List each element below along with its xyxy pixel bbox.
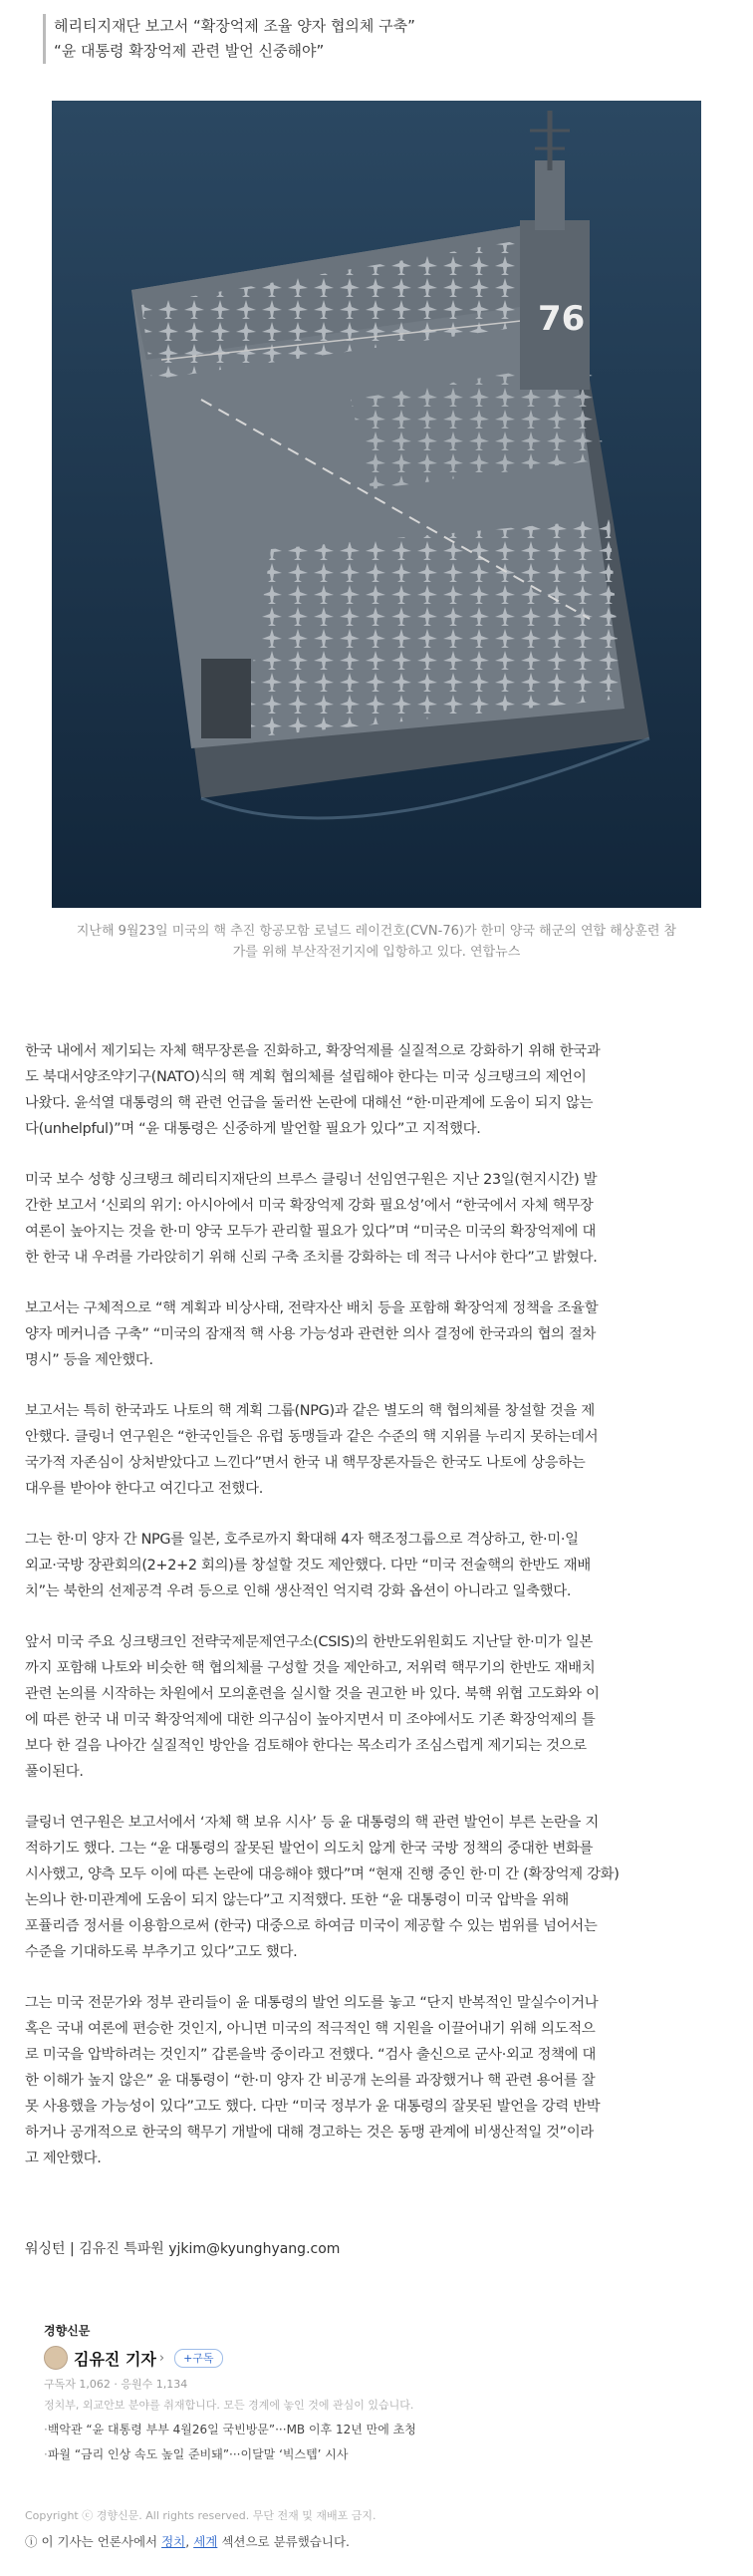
related-article-link[interactable]: · 파월 “금리 인상 속도 높일 준비돼”···이달말 ‘빅스텝’ 시사	[44, 2445, 602, 2462]
paragraph-line: 그는 한·미 양자 간 NPG를 일본, 호주로까지 확대해 4자 핵조정그룹으로 격상하고, 한·미·일	[25, 1532, 579, 1548]
notice-separator: ,	[185, 2534, 194, 2549]
paragraph-line: 국가적 자존심이 상처받았다고 느낀다”면서 한국 내 핵무장론자들은 한국도 나토에 상응하는	[25, 1455, 586, 1471]
paragraph-line: 간한 보고서 ‘신뢰의 위기: 아시아에서 미국 확장억제 강화 필요성’에서 “한국에서 자체 핵무장	[25, 1198, 594, 1214]
paragraph-line: 포퓰리즘 정서를 이용함으로써 (한국) 대중으로 하여금 미국이 제공할 수 있는 범위를 넘어서는	[25, 1918, 598, 1934]
paragraph-line: 다(unhelpful)”며 “윤 대통령은 신중하게 발언할 필요가 있다”고 지적했다.	[25, 1121, 481, 1137]
article-paragraph	[25, 1398, 728, 1502]
paragraph-line: 외교·국방 장관회의(2+2+2 회의)를 창설할 것도 제안했다. 다만 “미국 전술핵의 한반도 재배	[25, 1558, 592, 1574]
paragraph-line: 명시” 등을 제안했다.	[25, 1352, 153, 1368]
paragraph-line: 나왔다. 윤석열 대통령의 핵 관련 언급을 둘러싼 논란에 대해선 “한·미관계에 도움이 되지 않는	[25, 1095, 594, 1111]
byline: 워싱턴 | 김유진 특파원 yjkim@kyunghyang.com	[25, 2241, 341, 2257]
subheading: “윤 대통령 확장억제 관련 발언 신중해야”	[54, 42, 325, 60]
reporter-row	[44, 2345, 602, 2371]
paragraph-line: 클링너 연구원은 보고서에서 ‘자체 핵 보유 시사’ 등 윤 대통령의 핵 관련 발언이 부른 논란을 지	[25, 1815, 599, 1831]
paragraph-line: 시사했고, 양측 모두 이에 따른 논란에 대응해야 했다”며 “현재 진행 중인 한·미 간 (확장억제 강화)	[25, 1866, 620, 1882]
paragraph-line: 까지 포함해 나토와 비슷한 핵 협의체를 구성할 것을 제안하고, 저위력 핵무기의 한반도 재배치	[25, 1660, 596, 1676]
section-notice	[25, 2532, 350, 2550]
paragraph-line: 한 이해가 높지 않은” 윤 대통령이 “한·미 양자 간 비공개 논의를 과장했거나 핵 관련 용어를 잘	[25, 2073, 596, 2089]
paragraph-line: 수준을 기대하도록 부추기고 있다”고도 했다.	[25, 1944, 298, 1960]
photo-caption	[40, 921, 713, 963]
paragraph-line: 관련 논의를 시작하는 차원에서 모의훈련을 실시할 것을 권고한 바 있다. 북핵 위협 고도화와 이	[25, 1686, 600, 1702]
article-paragraph	[25, 1629, 728, 1785]
carrier-photo	[52, 101, 701, 908]
reporter-avatar[interactable]	[44, 2346, 68, 2370]
paragraph-line: 그는 미국 전문가와 정부 관리들이 윤 대통령의 발언 의도를 놓고 “단지 반복적인 말실수이거나	[25, 1995, 599, 2011]
notice-suffix: 섹션으로 분류했습니다.	[217, 2534, 351, 2549]
paragraph-line: 도 북대서양조약기구(NATO)식의 핵 계획 협의체를 설립해야 한다는 미국 싱크탱크의 제언이	[25, 1069, 587, 1085]
reporter-box	[44, 2322, 602, 2462]
paragraph-line: 에 따른 한국 내 미국 확장억제에 대한 의구심이 높아지면서 미 조야에서도 기존 확장억제의 틀	[25, 1712, 596, 1728]
paragraph-line: 한 한국 내 우려를 가라앉히기 위해 신뢰 구축 조치를 강화하는 데 적극 나서야 한다”고 밝혔다.	[25, 1250, 598, 1266]
section-link-world[interactable]: 세계	[193, 2534, 218, 2549]
paragraph-line: 고 제안했다.	[25, 2150, 102, 2166]
paragraph-line: 한국 내에서 제기되는 자체 핵무장론을 진화하고, 확장억제를 실질적으로 강화하기 위해 한국과	[25, 1043, 601, 1059]
related-article-link[interactable]: · 백악관 “윤 대통령 부부 4월26일 국빈방문”···MB 이후 12년 만에 초청	[44, 2421, 602, 2437]
paragraph-line: 풀이된다.	[25, 1764, 84, 1780]
caption-line: 지난해 9월23일 미국의 핵 추진 항공모함 로널드 레이건호(CVN-76)가 한미 양국 해군의 연합 해상훈련 참	[76, 924, 677, 939]
subscribe-button[interactable]: +구독	[174, 2349, 222, 2368]
reporter-description: 정치부, 외교안보 분야를 취재합니다. 모든 경계에 놓인 것에 관심이 있습니다.	[44, 2399, 414, 2412]
paragraph-line: 하거나 공개적으로 한국의 핵무기 개발에 대해 경고하는 것은 동맹 관계에 비생산적일 것”이라	[25, 2125, 595, 2141]
article-paragraph	[25, 1810, 728, 1965]
paragraph-line: 보고서는 구체적으로 “핵 계획과 비상사태, 전략자산 배치 등을 포함해 확장억제 정책을 조율할	[25, 1300, 599, 1316]
paragraph-line: 로 미국을 압박하려는 것인지” 갑론을박 중이라고 전했다. “검사 출신으로 군사·외교 정책에 대	[25, 2047, 597, 2063]
paragraph-line: 혹은 국내 여론에 편승한 것인지, 아니면 미국의 적극적인 핵 지원을 이끌어내기 위해 의도적으	[25, 2021, 596, 2037]
reporter-name[interactable]: 김유진 기자	[74, 2349, 156, 2369]
paragraph-line: 보다 한 걸음 나아간 실질적인 방안을 검토해야 한다는 목소리가 조심스럽게 제기되는 것으로	[25, 1738, 587, 1754]
reporter-stats: 구독자 1,062 · 응원수 1,134	[44, 2378, 188, 2391]
notice-prefix: ⓘ 이 기사는 언론사에서	[25, 2534, 162, 2549]
paragraph-line: 대우를 받아야 한다고 여긴다고 전했다.	[25, 1481, 263, 1497]
paragraph-line: 못 사용했을 가능성이 있다”고도 했다. 다만 “미국 정부가 윤 대통령의 잘못된 발언을 강력 반박	[25, 2099, 601, 2115]
paragraph-line: 양자 메커니즘 구축” “미국의 잠재적 핵 사용 가능성과 관련한 의사 결정에 한국과의 협의 절차	[25, 1326, 597, 1342]
article-paragraph	[25, 1990, 728, 2171]
article-subheadings	[43, 14, 711, 64]
carrier-illustration	[52, 101, 701, 908]
paragraph-line: 안했다. 클링너 연구원은 “한국인들은 유럽 동맹들과 같은 수준의 핵 지위를 누리지 못하는데서	[25, 1429, 599, 1445]
paragraph-line: 보고서는 특히 한국과도 나토의 핵 계획 그룹(NPG)과 같은 별도의 핵 협의체를 창설할 것을 제	[25, 1403, 595, 1419]
paragraph-line: 앞서 미국 주요 싱크탱크인 전략국제문제연구소(CSIS)의 한반도위원회도 지난달 한·미가 일본	[25, 1634, 594, 1650]
paragraph-line: 치”는 북한의 선제공격 우려 등으로 인해 생산적인 억지력 강화 옵션이 아니라고 일축했다.	[25, 1583, 572, 1599]
hull-number: 76	[538, 299, 586, 339]
paragraph-line: 여론이 높아지는 것을 한·미 양국 모두가 관리할 필요가 있다”며 “미국은 미국의 확장억제에 대	[25, 1224, 597, 1240]
chevron-right-icon[interactable]: ›	[158, 2350, 165, 2366]
article-body	[25, 1038, 728, 2196]
caption-line: 가를 위해 부산작전기지에 입항하고 있다. 연합뉴스	[232, 945, 521, 960]
section-link-politics[interactable]: 정치	[161, 2534, 186, 2549]
article-paragraph	[25, 1167, 728, 1271]
paragraph-line: 논의나 한·미관계에 도움이 되지 않는다”고 지적했다. 또한 “윤 대통령이 미국 압박을 위해	[25, 1892, 569, 1908]
paragraph-line: 적하기도 했다. 그는 “윤 대통령의 잘못된 발언이 의도치 않게 한국 국방 정책의 중대한 변화를	[25, 1841, 594, 1857]
press-name[interactable]: 경향신문	[44, 2324, 91, 2338]
paragraph-line: 미국 보수 성향 싱크탱크 헤리티지재단의 브루스 클링너 선임연구원은 지난 23일(현지시간) 발	[25, 1172, 598, 1188]
article-paragraph	[25, 1527, 728, 1604]
subheading: 헤리티지재단 보고서 “확장억제 조율 양자 협의체 구축”	[54, 17, 415, 35]
copyright-notice: Copyright ⓒ 경향신문. All rights reserved. 무단 전재 및 재배포 금지.	[25, 2509, 376, 2522]
article-paragraph	[25, 1038, 728, 1142]
article-paragraph	[25, 1295, 728, 1373]
